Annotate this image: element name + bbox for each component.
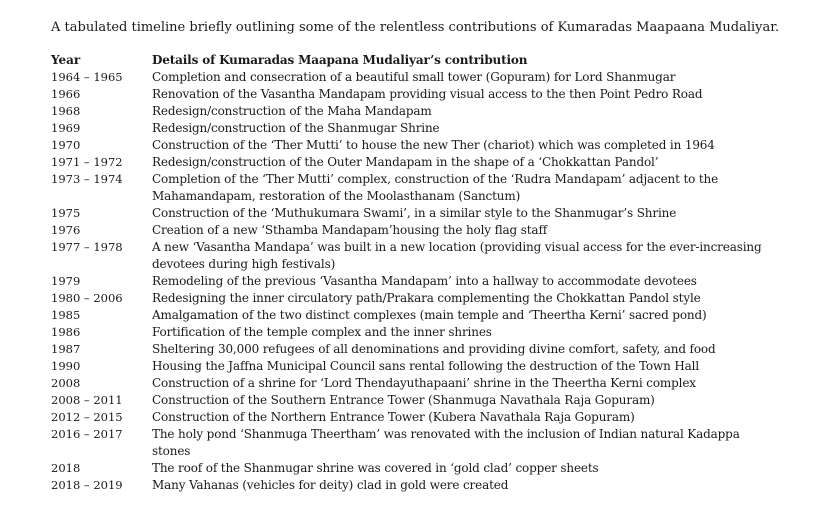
row-year: 2016 – 2017	[51, 427, 123, 441]
table-row	[51, 358, 771, 375]
timeline-table	[51, 52, 771, 494]
row-details: The holy pond ‘Shanmuga Theertham’ was renovated with the inclusion of Indian natural Kadappa stones	[152, 427, 740, 458]
intro-text: A tabulated timeline briefly outlining some of the relentless contributions of Kumaradas Maapaana Mudaliyar.	[51, 20, 780, 35]
row-year: 1990	[51, 359, 81, 373]
table-row	[51, 307, 771, 324]
row-details: Fortification of the temple complex and the inner shrines	[152, 325, 492, 339]
table-row	[51, 460, 771, 477]
row-details: Redesign/construction of the Outer Mandapam in the shape of a ‘Chokkattan Pandol’	[152, 155, 659, 169]
row-details: Completion of the ‘Ther Mutti’ complex, construction of the ‘Rudra Mandapam’ adjacent to the Mahamandapam, restoration of the Moolasthanam (Sanctum)	[152, 172, 719, 203]
row-details: Construction of the ‘Muthukumara Swami’, in a similar style to the Shanmugar’s Shrine	[152, 206, 677, 220]
row-year: 1975	[51, 206, 81, 220]
header-year: Year	[51, 53, 81, 67]
row-details: Redesign/construction of the Shanmugar Shrine	[152, 121, 440, 135]
row-details: Construction of a shrine for ‘Lord Thendayuthapaani’ shrine in the Theertha Kerni complex	[152, 376, 696, 390]
row-details: Many Vahanas (vehicles for deity) clad in gold were created	[152, 478, 509, 492]
table-row	[51, 120, 771, 137]
row-year: 1970	[51, 138, 81, 152]
table-row	[51, 103, 771, 120]
row-year: 1985	[51, 308, 81, 322]
row-details: Renovation of the Vasantha Mandapam providing visual access to the then Point Pedro Road	[152, 87, 703, 101]
table-row	[51, 290, 771, 307]
table-row	[51, 392, 771, 409]
row-details: The roof of the Shanmugar shrine was covered in ‘gold clad’ copper sheets	[152, 461, 599, 475]
row-year: 1977 – 1978	[51, 240, 123, 254]
row-year: 1987	[51, 342, 81, 356]
table-row	[51, 341, 771, 358]
table-row	[51, 324, 771, 341]
row-year: 1973 – 1974	[51, 172, 123, 186]
row-year: 1980 – 2006	[51, 291, 123, 305]
table-header-row	[51, 52, 771, 69]
table-row	[51, 239, 771, 273]
row-details: Construction of the Northern Entrance Tower (Kubera Navathala Raja Gopuram)	[152, 410, 635, 424]
row-year: 1979	[51, 274, 81, 288]
table-row	[51, 86, 771, 103]
row-year: 2008 – 2011	[51, 393, 123, 407]
row-year: 2012 – 2015	[51, 410, 123, 424]
row-details: Sheltering 30,000 refugees of all denominations and providing divine comfort, safety, and food	[152, 342, 716, 356]
table-row	[51, 222, 771, 239]
table-body	[51, 69, 771, 494]
row-details: Construction of the ‘Ther Mutti’ to house the new Ther (chariot) which was completed in 1964	[152, 138, 715, 152]
row-details: Redesigning the inner circulatory path/Prakara complementing the Chokkattan Pandol style	[152, 291, 701, 305]
row-year: 2018	[51, 461, 81, 475]
row-details: Housing the Jaffna Municipal Council sans rental following the destruction of the Town Hall	[152, 359, 700, 373]
row-details: Amalgamation of the two distinct complexes (main temple and ‘Theertha Kerni’ sacred pond)	[152, 308, 707, 322]
row-year: 1986	[51, 325, 81, 339]
table-row	[51, 154, 771, 171]
row-year: 2008	[51, 376, 81, 390]
row-year: 2018 – 2019	[51, 478, 123, 492]
row-year: 1976	[51, 223, 81, 237]
table-row	[51, 426, 771, 460]
row-details: A new ‘Vasantha Mandapa’ was built in a new location (providing visual access for the ever-increasing devotees during high festivals)	[152, 240, 762, 271]
table-row	[51, 273, 771, 290]
table-row	[51, 171, 771, 205]
row-details: Redesign/construction of the Maha Mandapam	[152, 104, 432, 118]
row-details: Construction of the Southern Entrance Tower (Shanmuga Navathala Raja Gopuram)	[152, 393, 655, 407]
row-year: 1971 – 1972	[51, 155, 123, 169]
row-details: Creation of a new ‘Sthamba Mandapam’housing the holy flag staff	[152, 223, 548, 237]
table-row	[51, 409, 771, 426]
row-details: Remodeling of the previous ‘Vasantha Mandapam’ into a hallway to accommodate devotees	[152, 274, 697, 288]
row-details: Completion and consecration of a beautiful small tower (Gopuram) for Lord Shanmugar	[152, 70, 676, 84]
row-year: 1966	[51, 87, 81, 101]
table-row	[51, 205, 771, 222]
header-details: Details of Kumaradas Maapana Mudaliyar’s contribution	[152, 53, 528, 67]
row-year: 1964 – 1965	[51, 70, 123, 84]
table-row	[51, 477, 771, 494]
table-row	[51, 137, 771, 154]
table-row	[51, 69, 771, 86]
row-year: 1969	[51, 121, 81, 135]
table-row	[51, 375, 771, 392]
row-year: 1968	[51, 104, 81, 118]
